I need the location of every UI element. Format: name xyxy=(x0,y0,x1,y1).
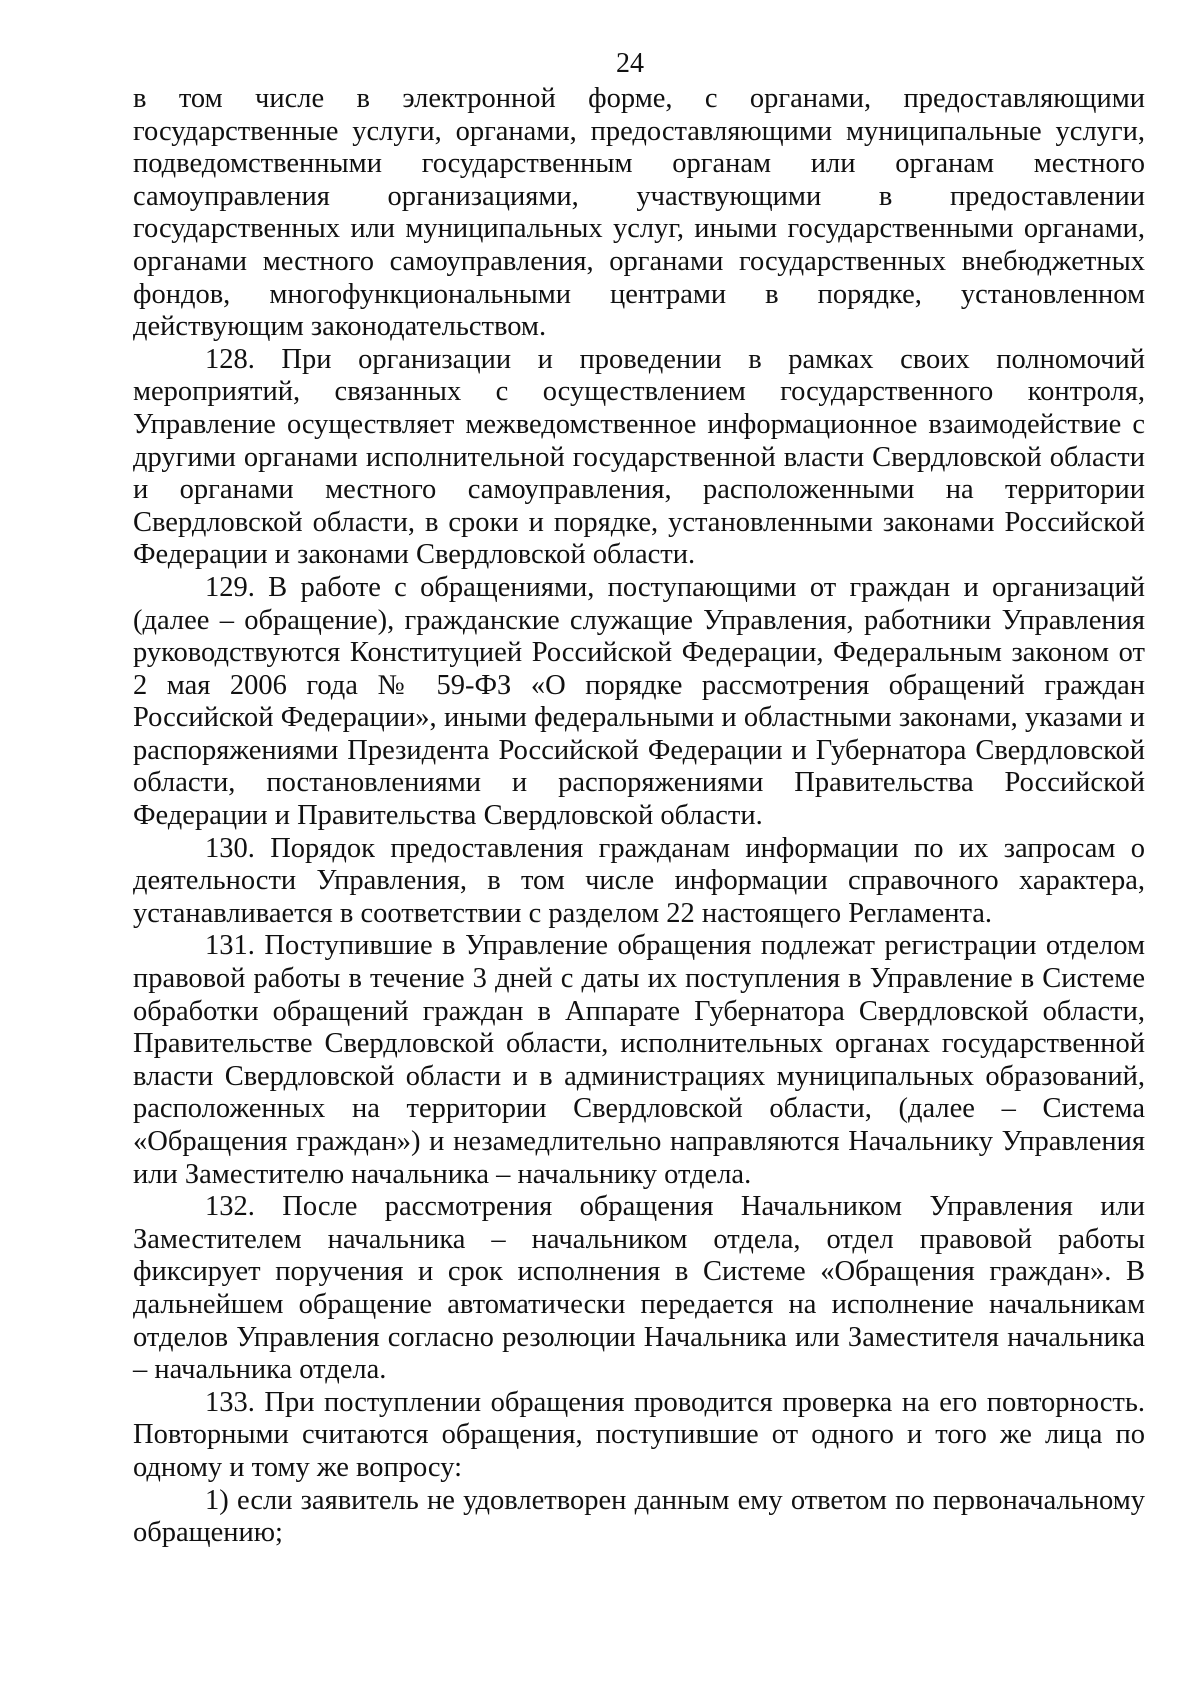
document-body xyxy=(133,83,1145,1550)
paragraph-continuation: в том числе в электронной форме, с органами, предоставляющими государственные услуги, органами, предоставляющими муниципальные услуги, подведомственными государственным органам или органам местного самоуправления организациями, участвующими в предоставлении государственных или муниципальных услуг, иными государственными органами, органами местного самоуправления, органами государственных внебюджетных фондов, многофункциональными центрами в порядке, установленном действующим законодательством. xyxy=(133,83,1145,343)
paragraph-133: 133. При поступлении обращения проводится проверка на его повторность. Повторными считаются обращения, поступившие от одного и того же лица по одному и тому же вопросу: xyxy=(133,1386,1145,1483)
paragraph-133-item-1: 1) если заявитель не удовлетворен данным ему ответом по первоначальному обращению; xyxy=(133,1484,1145,1549)
paragraph-130: 130. Порядок предоставления гражданам информации по их запросам о деятельности Управления, в том числе информации справочного характера, устанавливается в соответствии с разделом 22 настоящего Регламента. xyxy=(133,832,1145,929)
paragraph-129: 129. В работе с обращениями, поступающими от граждан и организаций (далее – обращение), гражданские служащие Управления, работники Управления руководствуются Конституцией Российской Федерации, Федеральным законом от 2 мая 2006 года № 59-ФЗ «О порядке рассмотрения обращений граждан Российской Федерации», иными федеральными и областными законами, указами и распоряжениями Президента Российской Федерации и Губернатора Свердловской области, постановлениями и распоряжениями Правительства Российской Федерации и Правительства Свердловской области. xyxy=(133,571,1145,832)
paragraph-131: 131. Поступившие в Управление обращения подлежат регистрации отделом правовой работы в течение 3 дней с даты их поступления в Управление в Системе обработки обращений граждан в Аппарате Губернатора Свердловской области, Правительстве Свердловской области, исполнительных органах государственной власти Свердловской области и в администрациях муниципальных образований, расположенных на территории Свердловской области, (далее – Система «Обращения граждан») и незамедлительно направляются Начальнику Управления или Заместителю начальника – начальнику отдела. xyxy=(133,930,1145,1190)
paragraph-132: 132. После рассмотрения обращения Начальником Управления или Заместителем начальника – начальником отдела, отдел правовой работы фиксирует поручения и срок исполнения в Системе «Обращения граждан». В дальнейшем обращение автоматически передается на исполнение начальникам отделов Управления согласно резолюции Начальника или Заместителя начальника – начальника отдела. xyxy=(133,1191,1145,1386)
paragraph-128: 128. При организации и проведении в рамках своих полномочий мероприятий, связанных с осуществлением государственного контроля, Управление осуществляет межведомственное информационное взаимодействие с другими органами исполнительной государственной власти Свердловской области и органами местного самоуправления, расположенными на территории Свердловской области, в сроки и порядке, установленными законами Российской Федерации и законами Свердловской области. xyxy=(133,343,1145,571)
page-number: 24 xyxy=(616,48,644,79)
